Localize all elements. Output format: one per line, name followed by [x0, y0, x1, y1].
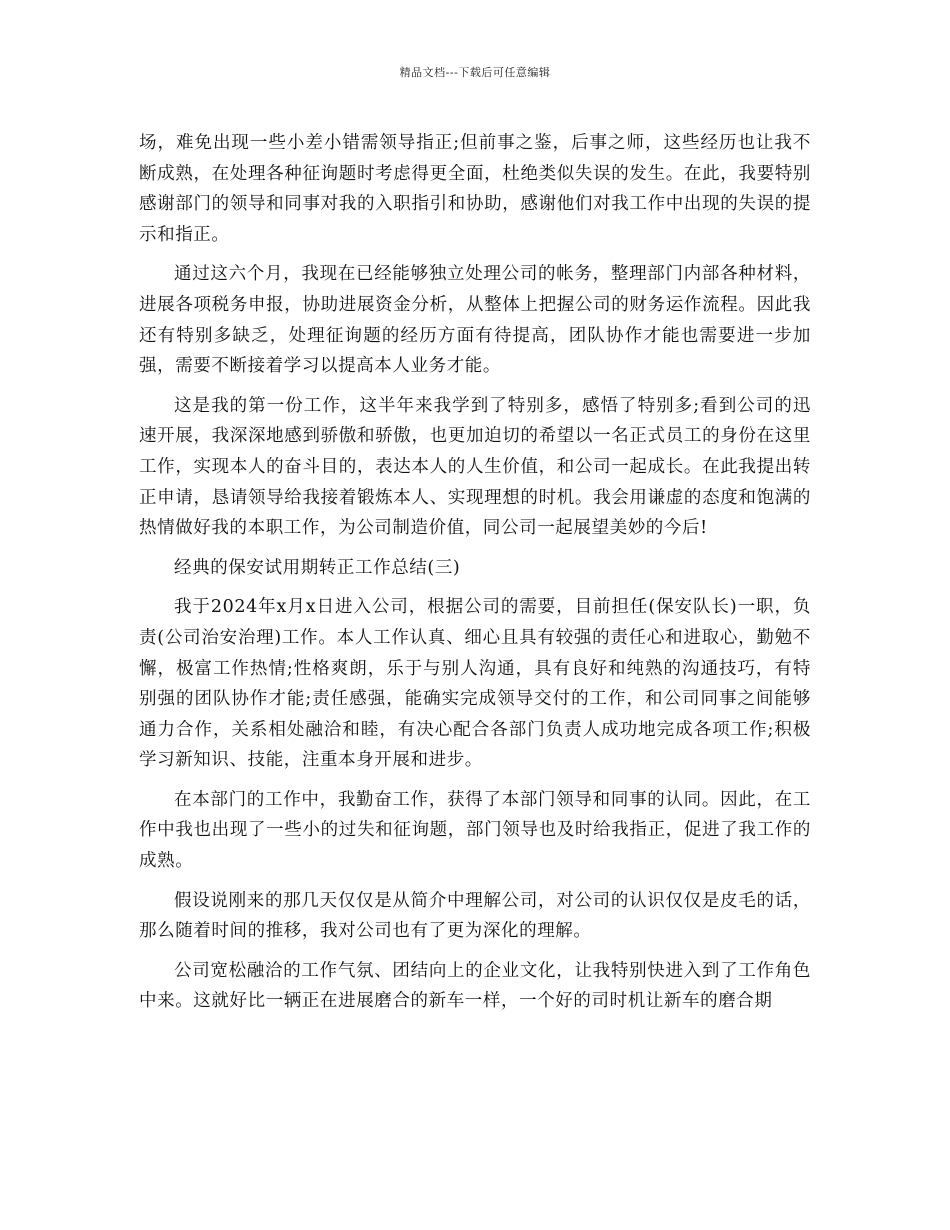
paragraph: 场，难免出现一些小差小错需领导指正;但前事之鉴，后事之师，这些经历也让我不断成熟，在处理各种征询题时考虑得更全面，杜绝类似失误的发生。在此，我要特别感谢部门的领导和同事对我的入职指引和协助，感谢他们对我工作中出现的失误的提示和指正。: [139, 133, 811, 245]
section-title: 经典的保安试用期转正工作总结(三): [174, 557, 461, 578]
page-header: 精品文档---下载后可任意编辑: [399, 66, 551, 79]
document-body: [139, 128, 811, 1026]
paragraph: 假设说刚来的那几天仅仅是从简介中理解公司，对公司的认识仅仅是皮毛的话，那么随着时间的推移，我对公司也有了更为深化的理解。: [139, 890, 811, 942]
paragraph: 通过这六个月，我现在已经能够独立处理公司的帐务，整理部门内部各种材料，进展各项税务申报，协助进展资金分析，从整体上把握公司的财务运作流程。因此我还有特别多缺乏，处理征询题的经历方面有待提高，团队协作才能也需要进一步加强，需要不断接着学习以提高本人业务才能。: [139, 264, 811, 377]
paragraph: 公司宽松融洽的工作气氛、团结向上的企业文化，让我特别快进入到了工作角色中来。这就好比一辆正在进展磨合的新车一样，一个好的司时机让新车的磨合期: [139, 960, 811, 1012]
paragraph: 我于2024年x月x日进入公司，根据公司的需要，目前担任(保安队长)一职，负责(公司治安治理)工作。本人工作认真、细心且具有较强的责任心和进取心，勤勉不懈，极富工作热情;性格爽朗，乐于与别人沟通，具有良好和纯熟的沟通技巧，有特别强的团队协作才能;责任感强，能确实完成领导交付的工作，和公司同事之间能够通力合作，关系相处融洽和睦，有决心配合各部门负责人成功地完成各项工作;积极学习新知识、技能，注重本身开展和进步。: [139, 597, 811, 771]
paragraph: 这是我的第一份工作，这半年来我学到了特别多，感悟了特别多;看到公司的迅速开展，我深深地感到骄傲和骄傲，也更加迫切的希望以一名正式员工的身份在这里工作，实现本人的奋斗目的，表达本人的人生价值，和公司一起成长。在此我提出转正申请，恳请领导给我接着锻炼本人、实现理想的时机。我会用谦虚的态度和饱满的热情做好我的本职工作，为公司制造价值，同公司一起展望美妙的今后!: [139, 395, 811, 539]
paragraph: 在本部门的工作中，我勤奋工作，获得了本部门领导和同事的认同。因此，在工作中我也出现了一些小的过失和征询题，部门领导也及时给我指正，促进了我工作的成熟。: [139, 789, 811, 872]
